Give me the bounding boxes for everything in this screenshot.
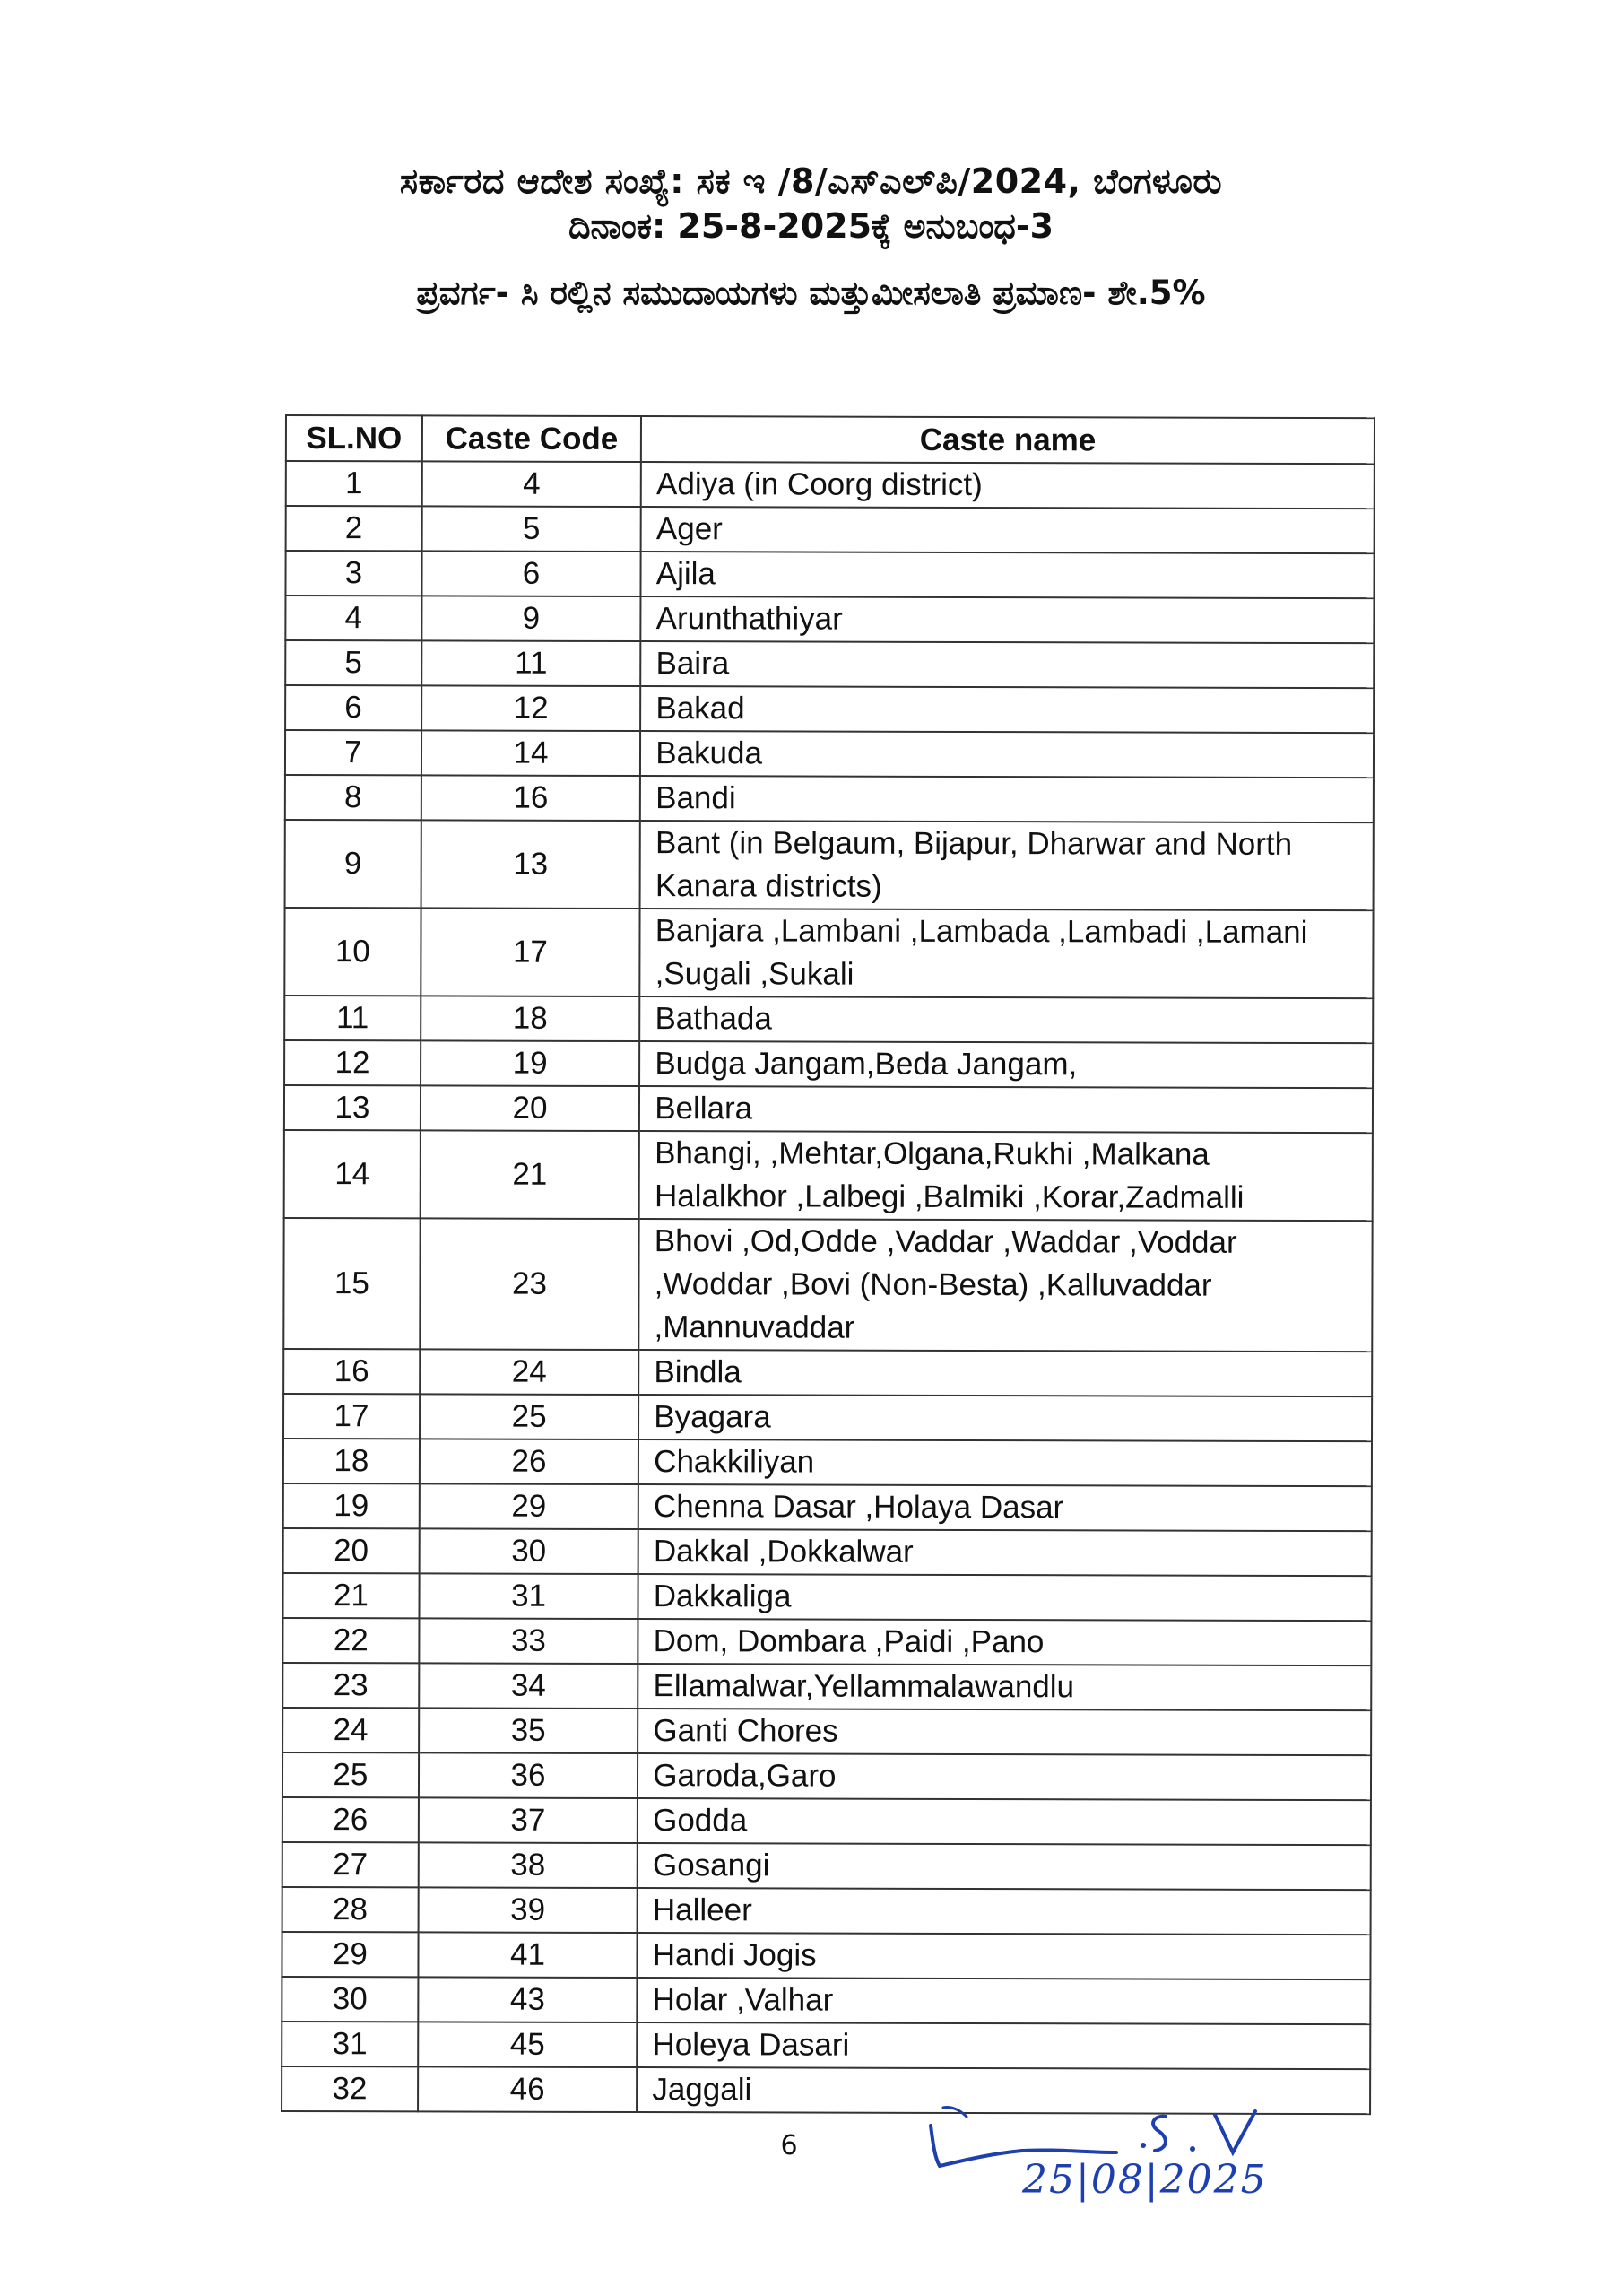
sl-no-cell: 8: [285, 775, 421, 820]
sl-no-cell: 11: [284, 996, 421, 1040]
sl-no-cell: 26: [282, 1797, 419, 1842]
caste-code-cell: 30: [419, 1528, 638, 1574]
caste-name-cell: [638, 1664, 1371, 1710]
sl-no-cell: 1: [286, 461, 422, 506]
caste-name-cell: [640, 821, 1374, 910]
caste-name-line: Bhangi, ,Mehtar,Olgana,Rukhi ,Malkana: [655, 1135, 1210, 1172]
caste-name-cell: [637, 2022, 1370, 2069]
column-header-sl-no: SL.NO: [286, 415, 422, 461]
caste-name-line: Chakkiliyan: [654, 1444, 815, 1480]
caste-name-line: Ellamalwar,Yellammalawandlu: [653, 1668, 1075, 1705]
column-header-caste-code: Caste Code: [422, 415, 642, 462]
caste-name-line: ,Mannuvaddar: [654, 1309, 855, 1345]
caste-code-cell: 34: [419, 1663, 638, 1709]
sl-no-cell: 13: [284, 1085, 421, 1130]
caste-name-line: Bellara: [655, 1091, 753, 1126]
sl-no-cell: 32: [282, 2066, 418, 2111]
caste-name-cell: [638, 1709, 1371, 1755]
caste-name-cell: [641, 596, 1375, 643]
table-row: [282, 1663, 1371, 1710]
caste-code-cell: 5: [421, 506, 641, 552]
caste-name-cell: [641, 462, 1375, 509]
sl-no-cell: 17: [283, 1394, 420, 1439]
caste-name-line: Banjara ,Lambani ,Lambada ,Lambadi ,Lamani: [655, 913, 1308, 950]
caste-code-cell: 46: [418, 2066, 638, 2112]
table-row: [284, 1040, 1373, 1088]
sl-no-cell: 24: [282, 1708, 419, 1752]
table-row: [283, 1218, 1372, 1352]
sl-no-cell: 19: [283, 1483, 420, 1528]
caste-name-line: Baira: [655, 646, 730, 682]
caste-name-line: Bandi: [655, 780, 736, 816]
caste-code-cell: 21: [420, 1130, 639, 1219]
caste-name-line: Handi Jogis: [652, 1937, 817, 1973]
sl-no-cell: 12: [284, 1040, 421, 1085]
caste-name-cell: [641, 507, 1375, 553]
caste-code-cell: 41: [418, 1932, 638, 1978]
caste-code-cell: 38: [419, 1842, 638, 1888]
caste-name-line: Bhovi ,Od,Odde ,Vaddar ,Waddar ,Voddar: [654, 1223, 1237, 1260]
caste-name-cell: [640, 731, 1374, 778]
caste-name-line: Ganti Chores: [653, 1713, 838, 1749]
table-row: [284, 1130, 1373, 1221]
caste-name-cell: [638, 1619, 1372, 1665]
table-row: [282, 1977, 1370, 2024]
caste-name-line: Bindla: [654, 1354, 742, 1390]
caste-name-line: Bant (in Belgaum, Bijapur, Dharwar and North: [655, 825, 1293, 862]
caste-code-cell: 33: [419, 1618, 638, 1664]
caste-name-cell: [638, 1978, 1371, 2024]
column-header-caste-name: Caste name: [641, 416, 1375, 464]
caste-name-cell: [640, 776, 1374, 822]
caste-name-cell: [638, 1798, 1371, 1845]
caste-code-cell: 23: [420, 1218, 639, 1350]
table-row: [282, 1573, 1371, 1621]
sl-no-cell: 6: [285, 685, 421, 730]
caste-name-cell: [640, 641, 1374, 688]
caste-code-cell: 14: [421, 730, 641, 776]
category-reservation-line: ಪ್ರವರ್ಗ- ಸಿ ರಲ್ಲಿನ ಸಮುದಾಯಗಳು ಮತ್ತುಮೀಸಲಾತಿ ಪ್ರಮಾಣ- ಶೇ.5%: [416, 274, 1206, 312]
table-row: [284, 1085, 1373, 1133]
caste-name-cell: [638, 1574, 1372, 1621]
signature-date: 25|08|2025: [1022, 2157, 1268, 2203]
sl-no-cell: 29: [282, 1932, 418, 1977]
caste-name-cell: [638, 1350, 1372, 1396]
table-row: [282, 1797, 1371, 1845]
sl-no-cell: 21: [282, 1573, 419, 1618]
sl-no-cell: 5: [285, 640, 421, 685]
sl-no-cell: 25: [282, 1752, 419, 1797]
order-number-line: ಸರ್ಕಾರದ ಆದೇಶ ಸಂಖ್ಯೆ: ಸಕ ಇ /8/ಎಸ್ಎಲ್‌ಪಿ/2024, ಬೆಂಗಳೂರು: [399, 161, 1223, 201]
sl-no-cell: 9: [285, 820, 421, 908]
caste-name-line: Budga Jangam,Beda Jangam,: [655, 1046, 1078, 1083]
caste-name-line: Bakad: [655, 691, 745, 726]
table-row: [285, 685, 1374, 733]
caste-name-cell: [639, 1219, 1373, 1352]
sl-no-cell: 23: [282, 1663, 419, 1708]
sl-no-cell: 28: [282, 1887, 419, 1932]
table-row: [285, 596, 1374, 643]
sl-no-cell: 20: [283, 1528, 420, 1573]
table-row: [282, 2022, 1370, 2069]
caste-name-cell: [638, 1888, 1371, 1935]
table-row: [286, 506, 1375, 553]
caste-code-cell: 36: [419, 1752, 638, 1798]
table-row: [283, 1349, 1372, 1396]
table-header-row: [286, 415, 1375, 464]
table-row: [283, 1483, 1372, 1531]
table-body: [282, 461, 1375, 2114]
caste-name-cell: [638, 1439, 1372, 1486]
caste-name-cell: [638, 1933, 1371, 1979]
caste-name-cell: [641, 552, 1375, 598]
caste-code-cell: 31: [419, 1573, 638, 1619]
caste-code-cell: 37: [419, 1797, 638, 1843]
caste-name-cell: [639, 1131, 1373, 1221]
caste-code-cell: 26: [420, 1439, 639, 1484]
caste-code-cell: 11: [421, 640, 641, 686]
sl-no-cell: 14: [284, 1130, 421, 1218]
caste-name-line: Kanara districts): [655, 868, 882, 904]
sl-no-cell: 16: [283, 1349, 420, 1394]
caste-name-cell: [639, 996, 1373, 1043]
caste-name-line: Bathada: [655, 1001, 772, 1037]
table-row: [283, 1394, 1372, 1441]
sl-no-cell: 27: [282, 1842, 419, 1887]
table-row: [285, 820, 1374, 910]
sl-no-cell: 30: [282, 1977, 418, 2022]
caste-name-cell: [638, 1529, 1372, 1576]
caste-name-line: ,Sugali ,Sukali: [655, 956, 854, 992]
table-row: [283, 1439, 1372, 1486]
table-row: [282, 1932, 1370, 1979]
caste-code-cell: 13: [421, 820, 640, 909]
table-row: [284, 996, 1373, 1043]
caste-name-cell: [638, 1395, 1372, 1441]
table-row: [282, 1708, 1371, 1755]
caste-code-cell: 39: [418, 1887, 638, 1933]
caste-code-cell: 18: [421, 996, 640, 1041]
table-row: [282, 1887, 1371, 1935]
table-row: [285, 775, 1374, 822]
caste-name-line: ,Woddar ,Bovi (Non-Besta) ,Kalluvaddar: [654, 1266, 1212, 1303]
caste-name-line: Jaggali: [652, 2072, 752, 2108]
caste-code-cell: 6: [421, 551, 641, 596]
table-row: [286, 461, 1375, 509]
page-number: 6: [780, 2130, 798, 2161]
caste-code-cell: 24: [420, 1349, 639, 1395]
sl-no-cell: 7: [285, 730, 421, 775]
caste-table: [281, 414, 1375, 2115]
order-date-line: ದಿನಾಂಕ: 25-8-2025ಕ್ಕೆ ಅನುಬಂಧ-3: [568, 206, 1054, 246]
caste-code-cell: 9: [421, 596, 641, 641]
caste-name-line: Arunthathiyar: [655, 601, 843, 637]
caste-name-line: Dakkaliga: [653, 1578, 792, 1614]
caste-code-cell: 45: [418, 2022, 638, 2067]
caste-name-line: Byagara: [654, 1399, 771, 1435]
sl-no-cell: 2: [286, 506, 422, 551]
caste-code-cell: 12: [421, 685, 641, 731]
sl-no-cell: 15: [283, 1218, 420, 1349]
caste-code-cell: 35: [419, 1708, 638, 1753]
caste-code-cell: 43: [418, 1977, 638, 2022]
table-row: [285, 551, 1374, 598]
caste-name-line: Bakuda: [655, 735, 763, 771]
caste-name-cell: [639, 1041, 1373, 1088]
caste-code-cell: 17: [421, 908, 640, 996]
caste-name-line: Gosangi: [652, 1848, 770, 1883]
caste-name-cell: [638, 1484, 1372, 1531]
caste-name-line: Godda: [653, 1803, 748, 1839]
caste-name-line: Halalkhor ,Lalbegi ,Balmiki ,Korar,Zadmalli: [654, 1178, 1245, 1215]
caste-name-line: Dakkal ,Dokkalwar: [653, 1534, 914, 1570]
caste-name-line: Halleer: [652, 1892, 752, 1928]
caste-name-cell: [638, 1843, 1371, 1890]
caste-name-line: Holar ,Valhar: [652, 1982, 834, 2018]
table-row: [285, 730, 1374, 778]
caste-name-line: Dom, Dombara ,Paidi ,Pano: [653, 1623, 1045, 1660]
caste-name-cell: [640, 909, 1374, 998]
table-row: [285, 640, 1374, 688]
caste-name-line: Garoda,Garo: [653, 1758, 837, 1794]
caste-name-line: Chenna Dasar ,Holaya Dasar: [654, 1489, 1064, 1526]
caste-name-cell: [638, 1753, 1371, 1800]
table-row: [284, 908, 1373, 998]
caste-name-line: Ager: [655, 511, 723, 547]
sl-no-cell: 22: [282, 1618, 419, 1663]
caste-name-line: Ajila: [655, 556, 716, 592]
sl-no-cell: 3: [285, 551, 421, 596]
sl-no-cell: 4: [285, 596, 421, 640]
sl-no-cell: 31: [282, 2022, 418, 2066]
table-row: [282, 1752, 1371, 1800]
table-row: [282, 1618, 1371, 1665]
caste-name-line: Adiya (in Coorg district): [655, 466, 983, 503]
caste-name-cell: [639, 1086, 1373, 1133]
caste-code-cell: 4: [422, 461, 642, 507]
caste-code-cell: 25: [420, 1394, 639, 1439]
caste-code-cell: 19: [421, 1040, 640, 1086]
caste-code-cell: 20: [421, 1085, 640, 1131]
sl-no-cell: 18: [283, 1439, 420, 1483]
caste-code-cell: 16: [421, 775, 641, 821]
table-row: [282, 1842, 1371, 1890]
caste-name-line: Holeya Dasari: [652, 2027, 850, 2063]
sl-no-cell: 10: [284, 908, 421, 996]
table-row: [283, 1528, 1372, 1576]
caste-code-cell: 29: [420, 1483, 639, 1529]
caste-name-cell: [640, 686, 1374, 733]
